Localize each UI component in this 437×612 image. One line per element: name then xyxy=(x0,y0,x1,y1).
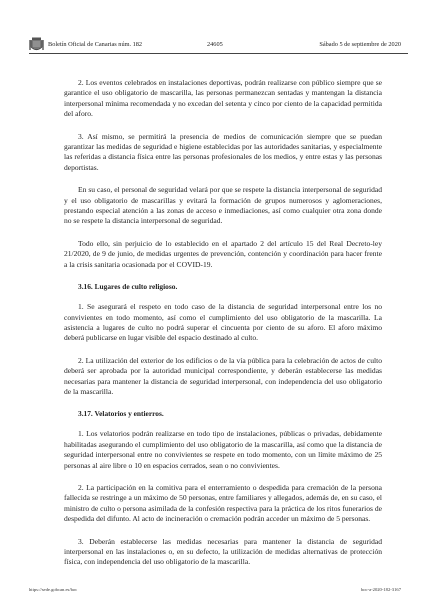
paragraph: Todo ello, sin perjuicio de lo establecido en el apartado 2 del artículo 15 del Real Decreto-ley 21/2020, de 9 de junio, de medidas urgentes de prevención, contención y coordinación para hacer frente a la crisis sanitaria ocasionada por el COVID-19. xyxy=(64,238,382,269)
paragraph: 3. Así mismo, se permitirá la presencia de medios de comunicación siempre que se puedan garantizar las medidas de seguridad e higiene establecidas por las autoridades sanitarias, y especialmente las referidas a distancia física entre las personas profesionales de los medios, y entre estas y las personas deportistas. xyxy=(64,131,382,172)
page-footer xyxy=(0,572,437,612)
paragraph: 3. Deberán establecerse las medidas necesarias para mantener la distancia de seguridad interpersonal en las instalaciones o, en su defecto, la utilización de medidas alternativas de protección física, con independencia del uso obligatorio de la mascarilla. xyxy=(64,536,382,567)
page-number: 24605 xyxy=(207,41,223,48)
header-divider xyxy=(29,53,408,54)
publication-date: Sábado 5 de septiembre de 2020 xyxy=(319,41,401,48)
document-code: boc-a-2020-182-3167 xyxy=(360,587,401,592)
paragraph: 2. La participación en la comitiva para el enterramiento o despedida para cremación de la persona fallecida se restringe a un máximo de 50 personas, entre familiares y allegados, además de, en su caso, el ministro de culto o persona asimilada de la confesión respectiva para la práctica de los ritos funerarios de despedida del difunto. Al acto de incineración o cremación podrán acceder un máximo de 5 personas. xyxy=(64,482,382,524)
bulletin-title: Boletín Oficial de Canarias núm. 182 xyxy=(48,41,143,48)
footer-url-link[interactable]: https://sede.gobcan.es/boc xyxy=(29,587,78,592)
section-heading: 3.16. Lugares de culto religioso. xyxy=(78,282,178,292)
document-body xyxy=(64,78,382,580)
page-header xyxy=(0,0,437,60)
paragraph: 2. La utilización del exterior de los edificios o de la vía pública para la celebración de actos de culto deberá ser aprobada por la autoridad municipal correspondiente, y deberán establecerse las medidas necesarias para mantener la distancia de seguridad interpersonal, con independencia del uso obligatorio de la mascarilla. xyxy=(64,355,382,396)
coat-of-arms-icon xyxy=(29,37,44,53)
paragraph: En su caso, el personal de seguridad velará por que se respete la distancia interpersonal de seguridad y el uso obligatorio de mascarillas y evitará la formación de grupos numerosos y aglomeraciones, prestando especial atención a las zonas de acceso e inmediaciones, así como cualquier otra zona donde no se respete la distancia interpersonal de seguridad. xyxy=(64,185,382,226)
paragraph: 2. Los eventos celebrados en instalaciones deportivas, podrán realizarse con público siempre que se garantice el uso obligatorio de mascarilla, las personas permanezcan sentadas y mantengan la distancia interpersonal mínima recomendada y no excedan del setenta y cinco por ciento de la capacidad permitida del aforo. xyxy=(64,78,382,119)
section-heading: 3.17. Velatorios y entierros. xyxy=(78,409,164,419)
paragraph: 1. Los velatorios podrán realizarse en todo tipo de instalaciones, públicas o privadas, debidamente habilitadas asegurando el cumplimiento del uso obligatorio de la mascarilla, así como que la distancia de seguridad interpersonal entre no convivientes se respete en todo momento, con un límite máximo de 25 personas al aire libre o 10 en espacios cerrados, sean o no convivientes. xyxy=(64,429,382,470)
paragraph: 1. Se asegurará el respeto en todo caso de la distancia de seguridad interpersonal entre los no convivientes en todo momento, así como el cumplimiento del uso obligatorio de la mascarilla. La asistencia a lugares de culto no podrá superar el cincuenta por ciento de su aforo. El aforo máximo deberá publicarse en lugar visible del espacio destinado al culto. xyxy=(64,302,382,343)
